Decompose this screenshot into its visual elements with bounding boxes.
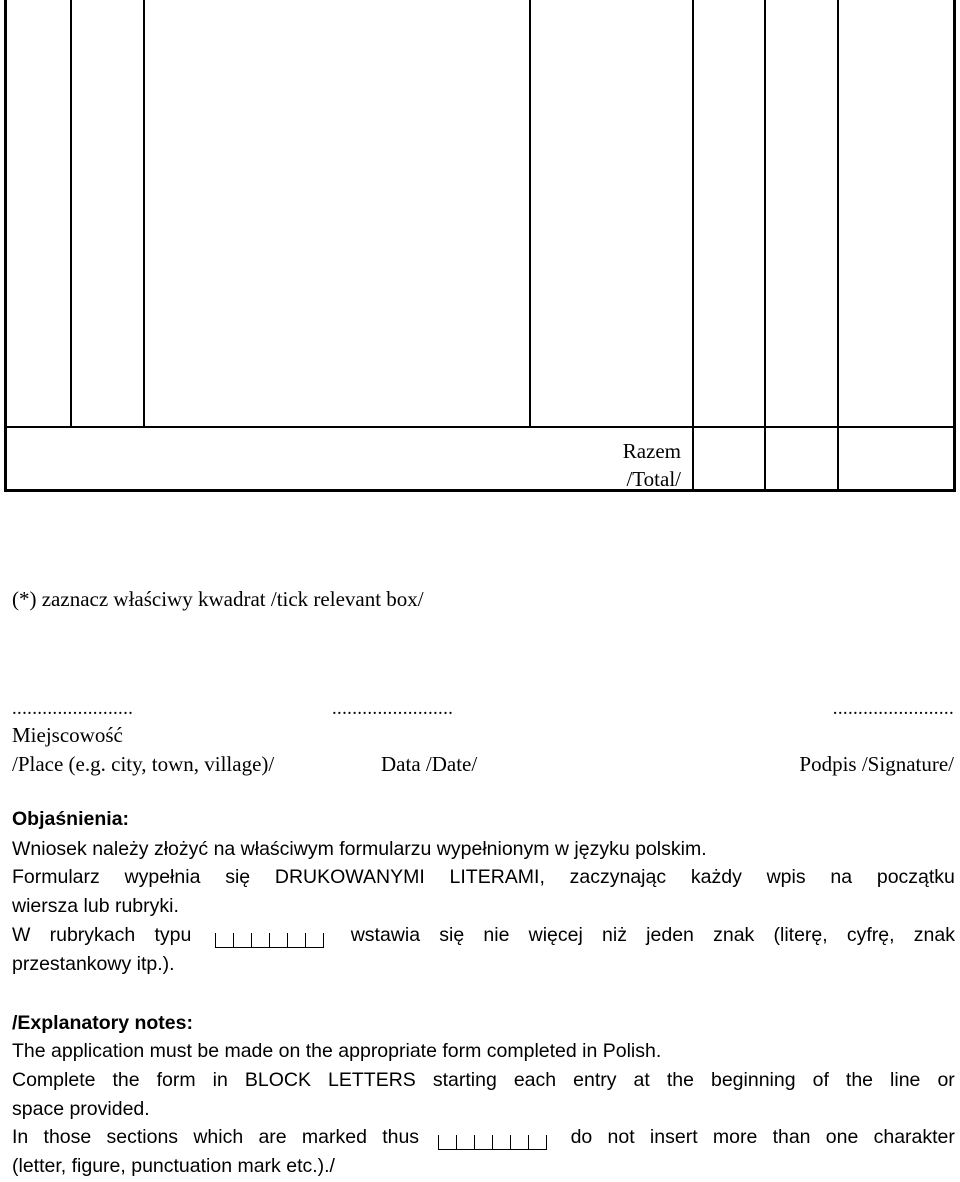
explanations-en-line2-word: form	[156, 1069, 196, 1091]
explanations-en-line2-word: Complete	[12, 1069, 96, 1091]
total-label	[623, 437, 681, 493]
char-box	[269, 933, 287, 948]
char-box	[438, 1135, 456, 1150]
explanations-en-line2-word: at	[633, 1069, 650, 1091]
signature-label: Podpis /Signature/	[799, 752, 954, 776]
explanations-pl-line4-end-word: znak	[713, 924, 755, 946]
explanations-en-line5: (letter, figure, punctuation mark etc.)./	[12, 1155, 335, 1177]
explanations-pl-line4-end-word: nie	[483, 924, 510, 946]
explanations-en-line4-end-word: do	[570, 1126, 593, 1148]
signature-dots: ........................	[832, 698, 954, 719]
explanations-en-line2-word: of	[812, 1069, 829, 1091]
explanations-pl-line2-word: wypełnia	[124, 866, 201, 888]
explanations-pl-line2-word: DRUKOWANYMI	[274, 866, 425, 888]
explanations-en-line2-word: BLOCK	[244, 1069, 311, 1091]
explanations-pl-line4-end-word: więcej	[528, 924, 583, 946]
explanations-pl-line4-end-word: cyfrę,	[846, 924, 895, 946]
explanations-en-line4-start-word: In	[12, 1126, 29, 1148]
explanations-en-line4-end-word: not	[607, 1126, 635, 1148]
column-line-1	[70, 0, 72, 427]
explanations-heading-pl: Objaśnienia:	[12, 808, 130, 830]
column-line-2	[143, 0, 145, 427]
total-label-pl: Razem	[622, 439, 681, 463]
explanations-en-line2-word: the	[112, 1069, 140, 1091]
char-box	[456, 1135, 474, 1150]
explanations-en-line2-word: the	[666, 1069, 694, 1091]
char-boxes-sample-en	[438, 1126, 547, 1148]
explanations-pl-line2-word: każdy	[690, 866, 742, 888]
form-table	[4, 0, 955, 492]
table-border-right	[953, 0, 956, 492]
column-line-5	[764, 0, 766, 490]
explanations-pl-line2-word: Formularz	[12, 866, 100, 888]
explanations-pl-line2-word: LITERAMI,	[449, 866, 545, 888]
explanations-en-line4-start-word: sections	[106, 1126, 179, 1148]
char-box	[474, 1135, 492, 1150]
explanations-pl-line4-end-word: się	[439, 924, 465, 946]
char-box	[215, 933, 233, 948]
explanations-pl-line4-start-word: rubrykach	[49, 924, 136, 946]
char-box	[233, 933, 251, 948]
explanations-en-line4	[12, 1126, 955, 1149]
explanations-pl-line4-start-word: typu	[154, 924, 192, 946]
explanations-pl-line5: przestankowy itp.).	[12, 953, 175, 975]
char-box	[305, 933, 324, 948]
explanations-en-line4-end-word: insert	[649, 1126, 698, 1148]
explanations-en-line4-start-word: those	[43, 1126, 92, 1148]
date-dots: ........................	[332, 698, 454, 719]
explanations-en-line2-word: beginning	[710, 1069, 796, 1091]
explanations-pl-line2-word: zaczynając	[569, 866, 667, 888]
explanations-pl-line2-word: wpis	[766, 866, 806, 888]
explanations-en-line4-end-word: more	[712, 1126, 758, 1148]
explanations-heading-en: /Explanatory notes:	[12, 1012, 193, 1034]
total-row-divider	[4, 426, 956, 428]
explanations-pl-line2-word: początku	[876, 866, 955, 888]
total-label-en: /Total/	[626, 467, 681, 491]
explanations-pl-line1: Wniosek należy złożyć na właściwym formularzu wypełnionym w języku polskim.	[12, 838, 707, 860]
explanations-en-line2-word: in	[212, 1069, 228, 1091]
explanations-pl-line4-end-word: wstawia	[350, 924, 421, 946]
explanations-en-line2-word: entry	[573, 1069, 617, 1091]
explanations-en-line2	[12, 1069, 955, 1092]
column-line-3	[529, 0, 531, 427]
char-box	[510, 1135, 528, 1150]
place-dots: ........................	[12, 698, 134, 719]
char-box	[492, 1135, 510, 1150]
explanations-en-line2-word: each	[513, 1069, 557, 1091]
explanations-pl-line4-end-word: niż	[602, 924, 627, 946]
explanations-en-line2-word: starting	[432, 1069, 497, 1091]
explanations-pl-line2-word: się	[225, 866, 251, 888]
explanations-en-line2-word: or	[937, 1069, 955, 1091]
char-boxes-sample-pl	[215, 924, 324, 946]
char-box	[528, 1135, 547, 1150]
char-box	[287, 933, 305, 948]
explanations-pl-line2	[12, 866, 955, 889]
explanations-en-line2-word: line	[890, 1069, 921, 1091]
explanations-pl-line4	[12, 924, 955, 947]
explanations-en-line4-start-word: thus	[382, 1126, 420, 1148]
column-line-6	[837, 0, 839, 490]
explanations-en-line4-end-word: charakter	[873, 1126, 955, 1148]
table-border-bottom	[4, 489, 956, 492]
date-label: Data /Date/	[381, 752, 478, 776]
column-line-4	[692, 0, 694, 490]
explanations-pl-line2-word: na	[830, 866, 853, 888]
place-label-en: /Place (e.g. city, town, village)/	[12, 752, 275, 776]
explanations-en-line1: The application must be made on the appropriate form completed in Polish.	[12, 1040, 662, 1062]
table-border-left	[4, 0, 7, 492]
explanations-en-line4-end-word: one	[825, 1126, 859, 1148]
explanations-pl-line4-end-word: (literę,	[773, 924, 828, 946]
explanations-en-line4-start-word: are	[258, 1126, 287, 1148]
explanations-en-line4-start-word: which	[193, 1126, 244, 1148]
explanations-en-line4-end-word: than	[772, 1126, 811, 1148]
place-label: Miejscowość	[12, 723, 123, 747]
explanations-en-line3: space provided.	[12, 1098, 150, 1120]
explanations-en-line2-word: the	[845, 1069, 874, 1091]
explanations-pl-line4-end-word: jeden	[646, 924, 694, 946]
explanations-pl-line4-start-word: W	[12, 924, 31, 946]
explanations-en-line2-word: LETTERS	[328, 1069, 416, 1091]
explanations-pl-line3: wiersza lub rubryki.	[12, 895, 179, 917]
explanations-en-line4-start-word: marked	[301, 1126, 367, 1148]
char-box	[251, 933, 269, 948]
explanations-pl-line4-end-word: znak	[913, 924, 955, 946]
tick-box-note: (*) zaznacz właściwy kwadrat /tick relevant box/	[12, 587, 424, 611]
